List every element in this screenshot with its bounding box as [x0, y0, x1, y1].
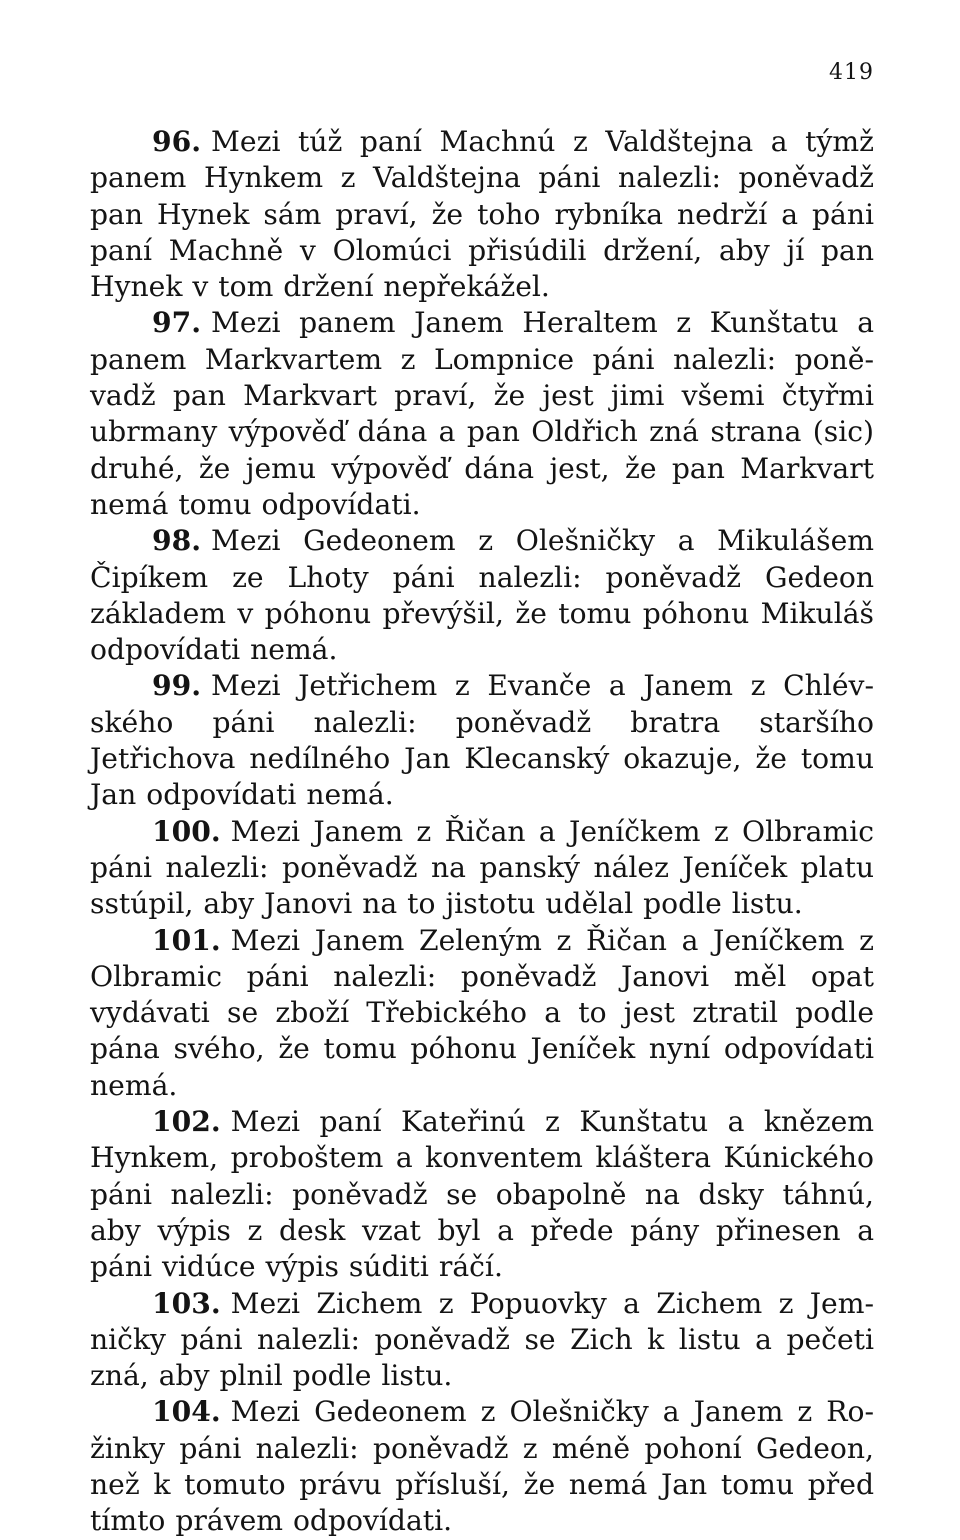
paragraph-text: Mezi Gedeonem z Olešničky a Janem z Rožinky páni nalezli: poněvadž z méně pohoní Gedeon, než k tomuto právu přísluší, že nemá Jan tomu před tímto právem odpovídati.: [90, 1395, 874, 1538]
paragraph-number: 96.: [152, 125, 202, 158]
paragraph-number: 99.: [152, 669, 202, 703]
paragraph-text: Mezi Janem z Řičan a Jeníčkem z Olbramic páni nalezli: poněvadž na panský nález Jeníček platu sstúpil, aby Janovi na to jistotu udělal podle listu.: [90, 814, 874, 921]
paragraph-number: 100.: [152, 814, 221, 848]
paragraph-text: Mezi paní Kateřinú z Kunštatu a knězem Hynkem, proboštem a konventem kláštera Kúnického páni nalezli: poněvadž se obapolně na dsky táhnú, aby výpis z desk vzat byl a přede pány přinesen a páni vidúce výpis súditi ráčí.: [90, 1105, 874, 1284]
paragraph-number: 98.: [152, 524, 202, 558]
paragraph-number: 97.: [152, 306, 202, 340]
paragraph-text: Mezi Gedeonem z Olešničky a Mikulášem Čipíkem ze Lhoty páni nalezli: poněvadž Gedeon základem v póhonu převýšil, že tomu póhonu Mikuláš odpovídati nemá.: [90, 524, 874, 667]
paragraph-text: Mezi Jetřichem z Evanče a Janem z Chlévského páni nalezli: poněvadž bratra staršího Jetřichova nedílného Jan Klecanský okazuje, že tomu Jan odpovídati nemá.: [90, 669, 874, 812]
paragraph-number: 102.: [152, 1105, 221, 1139]
paragraph-99: [90, 668, 874, 813]
paragraph-98: [90, 523, 874, 668]
paragraph-text: Mezi panem Janem Heraltem z Kunštatu a panem Markvartem z Lompnice páni nalezli: poněvadž pan Markvart praví, že jest jimi všemi čtyřmi ubrmany výpověď dána a pan Oldřich zná strana (sic) druhé, že jemu výpověď dána jest, že pan Markvart nemá tomu odpovídati.: [90, 306, 874, 521]
paragraph-103: [90, 1286, 874, 1395]
paragraph-text: Mezi túž paní Machnú z Valdštejna a týmž panem Hynkem z Valdštejna páni nalezli: poněvadž pan Hynek sám praví, že toho rybníka nedrží a páni paní Machně v Olomúci přisúdili držení, aby jí pan Hynek v tom držení nepřekážel.: [90, 125, 874, 304]
paragraph-number: 101.: [152, 923, 221, 957]
document-page: [90, 60, 874, 1538]
paragraph-number: 103.: [152, 1286, 221, 1320]
paragraph-100: [90, 814, 874, 923]
paragraph-101: [90, 923, 874, 1104]
paragraph-text: Mezi Janem Zeleným z Řičan a Jeníčkem z Olbramic páni nalezli: poněvadž Janovi měl opat vydávati se zboží Třebického a to jest ztratil podle pána svého, že tomu póhonu Jeníček nyní odpovídati nemá.: [90, 923, 874, 1102]
paragraph-text: Mezi Zichem z Popuovky a Zichem z Jemničky páni nalezli: poněvadž se Zich k listu a pečeti zná, aby plnil podle listu.: [90, 1286, 874, 1393]
paragraph-104: [90, 1394, 874, 1539]
paragraph-97: [90, 305, 874, 523]
paragraph-102: [90, 1104, 874, 1285]
paragraph-number: 104.: [152, 1395, 221, 1429]
document-body: [90, 124, 874, 1540]
paragraph-96: [90, 124, 874, 305]
page-number: 419: [829, 60, 874, 85]
